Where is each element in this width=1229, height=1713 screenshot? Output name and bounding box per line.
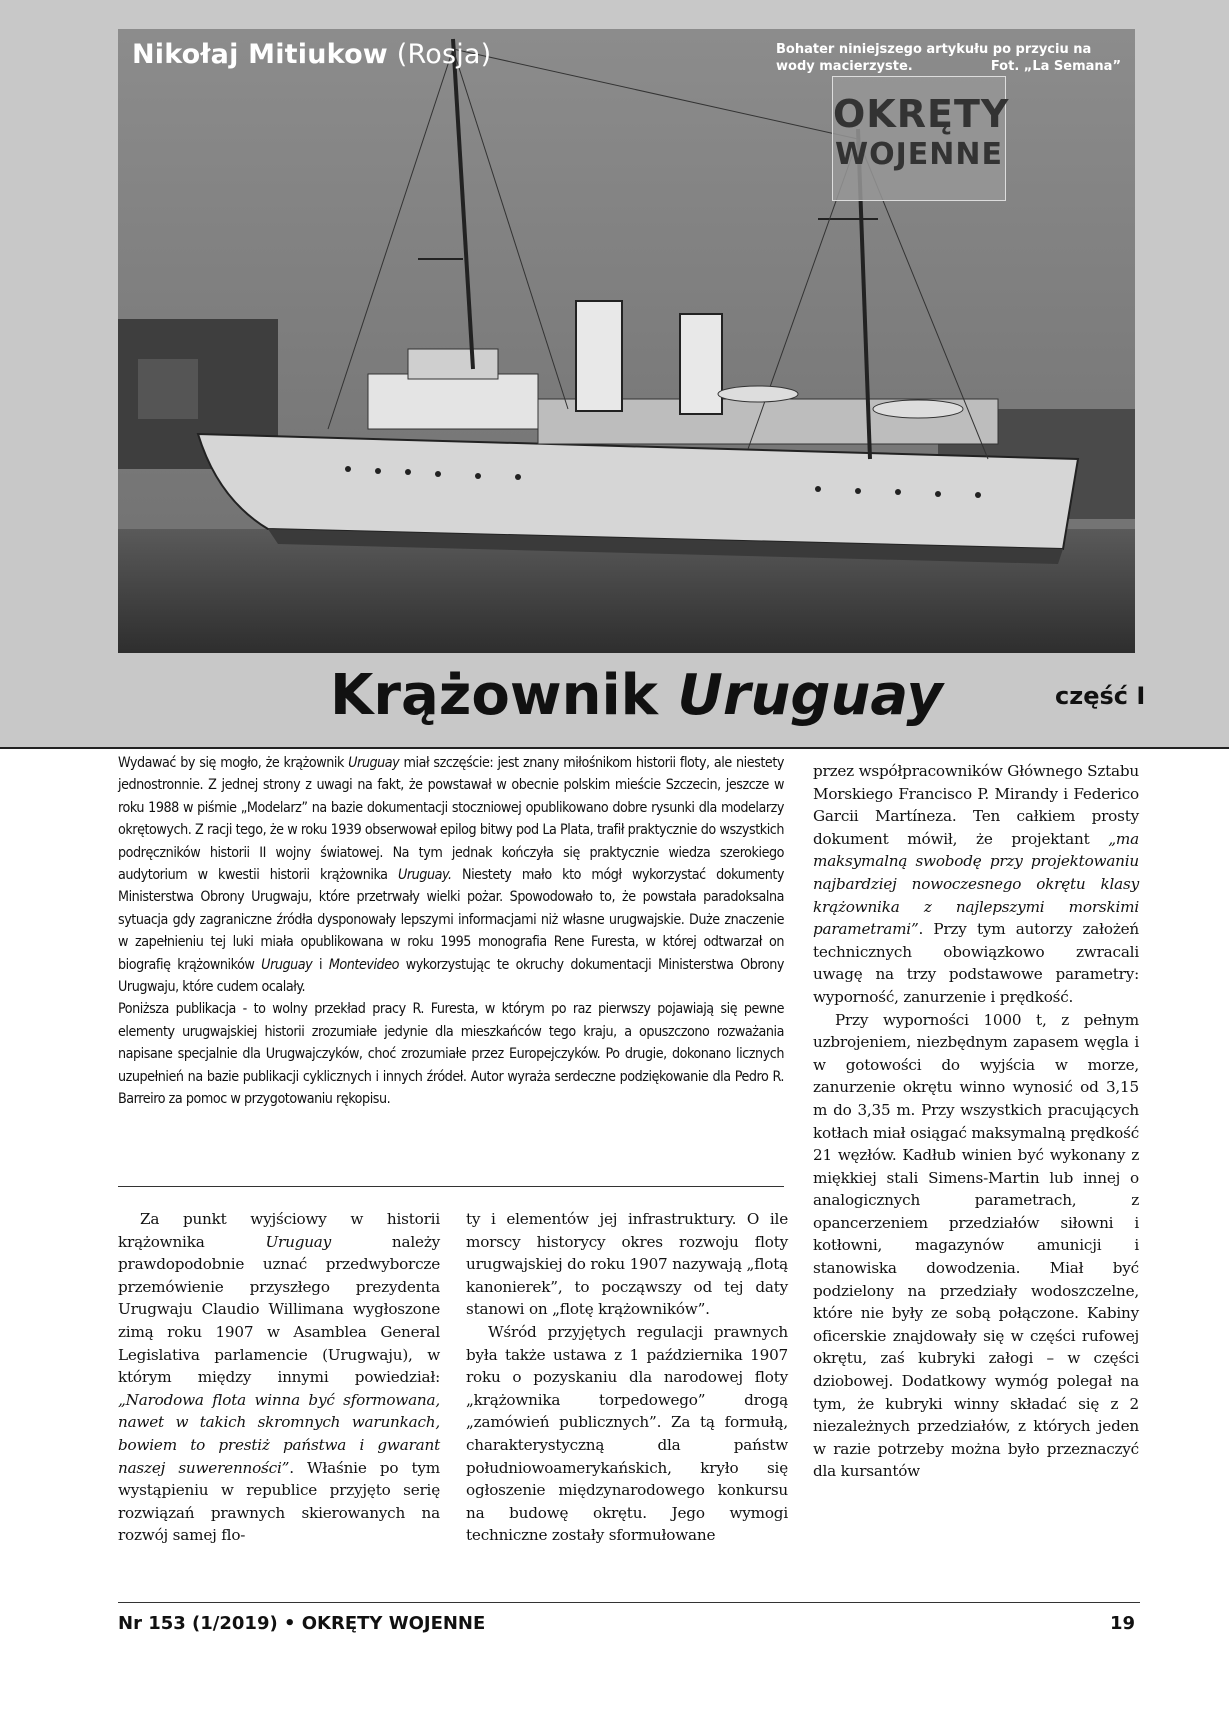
body-text-run: . Przy tym autorzy założeń technicznych obowiązkowo zwracali uwagę na trzy podstawowe parametry: wyporność, zanurzenie i prędkość. bbox=[813, 920, 1139, 1006]
logo-line-1: OKRĘTY bbox=[833, 92, 1010, 136]
intro-text bbox=[118, 752, 784, 1111]
title-main: Krążownik bbox=[330, 663, 658, 728]
author-byline bbox=[132, 39, 491, 70]
column-3 bbox=[813, 760, 1139, 1483]
body-text-run: przez współpracowników Głównego Sztabu Morskiego Francisco P. Mirandy i Federico Garcii Martíneza. Ten całkiem prosty dokument mówił, że projektant bbox=[813, 762, 1140, 848]
ship-photo bbox=[118, 29, 1135, 653]
header-band bbox=[0, 0, 1229, 749]
magazine-logo bbox=[832, 76, 1010, 201]
page-number: 19 bbox=[1110, 1613, 1136, 1634]
intro-paragraph-2: Poniższa publikacja - to wolny przekład pracy R. Furesta, w którym po raz pierwszy pojawiają się pewne elementy urugwajskiej historii zrozumiałe jedynie dla mieszkańców tego kraju, a opuszczono rozważania napisane specjalnie dla Urugwajczyków, choć zrozumiałe przez Europejczyków. Po drugie, dokonano licznych uzupełnień na bazie publikacji cyklicznych i innych źródeł. Autor wyraża serdeczne podziękowanie dla Pedro R. Barreiro za pomoc w przygotowaniu rękopisu. bbox=[118, 1001, 784, 1108]
quote-text: „ma maksymalną swobodę przy projektowaniu najbardziej nowoczesnego okrętu klasy krążownika z najlepszymi morskimi parametrami” bbox=[813, 829, 1139, 939]
part-label: część I bbox=[1055, 682, 1146, 710]
intro-ship-name: Uruguay. bbox=[397, 867, 452, 884]
body-text-run: . Właśnie po tym wystąpieniu w republice przyjęto serię rozwiązań prawnych skierowanych na rozwój samej flo- bbox=[118, 1458, 440, 1545]
column-1-paragraph bbox=[118, 1208, 440, 1547]
author-country: (Rosja) bbox=[396, 39, 492, 70]
column-2-paragraph-2: Wśród przyjętych regulacji prawnych była także ustawa z 1 października 1907 roku o pozyskaniu dla narodowej floty „krążownika torpedowego” drogą „zamówień publicznych”. Za tą formułą, charakterystyczną dla państw południowoamerykańskich, kryło się ogłoszenie międzynarodowego konkursu na budowę okrętu. Jego wymogi techniczne zostały sformułowane bbox=[466, 1322, 788, 1545]
caption-text: Bohater niniejszego artykułu po przyciu na wody macierzyste. bbox=[776, 42, 1092, 74]
article-title bbox=[330, 660, 943, 732]
column-2 bbox=[466, 1208, 788, 1547]
logo-line-2: WOJENNE bbox=[835, 137, 1003, 172]
photo-credit: Fot. „La Semana” bbox=[990, 59, 1121, 74]
intro-text-run: i bbox=[312, 956, 329, 973]
footer-issue: Nr 153 (1/2019) • OKRĘTY WOJENNE bbox=[118, 1613, 486, 1634]
intro-text-run: Niestety mało kto mógł wykorzystać dokumenty Ministerstwa Obrony Urugwaju, które przetrwały wielki pożar. Spowodowało to, że powstała paradoksalna sytuacja gdy zagraniczne źródła dysponowały lepszymi informacjami niż własne urugwajskie. Duże znaczenie w zapełnieniu tej luki miała opublikowana w roku 1995 monografia Rene Furesta, w której odtwarzał on biografię krążowników bbox=[118, 867, 784, 973]
quote-text: „Narodowa flota winna być sformowana, nawet w takich skromnych warunkach, bowiem to prestiż państwa i gwarant naszej suwerenności” bbox=[118, 1390, 440, 1477]
intro-paragraph-1 bbox=[118, 752, 784, 998]
title-italic: Uruguay bbox=[677, 663, 943, 728]
intro-text-run: Wydawać by się mogło, że krążownik bbox=[118, 755, 349, 771]
column-2-paragraph-1: ty i elementów jej infrastruktury. O ile morscy historycy okres rozwoju floty urugwajskiej do roku 1907 nazywają „flotą kanonierek”, to począwszy od tej daty stanowi on „flotę krążowników”. bbox=[466, 1210, 788, 1319]
photo-caption bbox=[776, 41, 1121, 75]
body-text-run: należy prawdopodobnie uznać przedwyborcze przemówienie przyszłego prezydenta Urugwaju Claudio Willimana wygłoszone zimą roku 1907 w Asamblea General Legislativa parlamencie (Urugwaju), w którym między innymi powiedział: bbox=[118, 1232, 440, 1387]
intro-ship-name: Montevideo bbox=[328, 956, 399, 973]
ship-name: Uruguay bbox=[265, 1232, 332, 1251]
intro-divider bbox=[118, 1186, 784, 1187]
column-3-paragraph-2: Przy wyporności 1000 t, z pełnym uzbrojeniem, niezbędnym zapasem węgla i w gotowości do wyjścia w morze, zanurzenie okrętu winno wynosić od 3,15 m do 3,35 m. Przy wszystkich pracujących kotłach miał osiągać maksymalną prędkość 21 węzłów. Kadłub winien być wykonany z miękkiej stali Simens-Martin lub innej o analogicznych parametrach, z opancerzeniem przedziałów siłowni i kotłowni, magazynów amunicji i stanowiska dowodzenia. Miał być podzielony na przedziały wodoszczelne, które nie były ze sobą połączone. Kabiny oficerskie znajdowały się w części rufowej okrętu, zaś kubryki załogi – w części dziobowej. Dodatkowy wymóg polegał na tym, że kubryki winny składać się z 2 niezależnych przedziałów, z których jeden w razie potrzeby można było przeznaczyć dla kursantów bbox=[813, 1010, 1139, 1481]
intro-ship-name: Uruguay bbox=[261, 956, 313, 973]
column-1 bbox=[118, 1208, 440, 1547]
intro-ship-name: Uruguay bbox=[348, 755, 400, 771]
author-name: Nikołaj Mitiukow bbox=[132, 39, 388, 70]
intro-text-run: wykorzystując te okruchy dokumentacji Ministerstwa Obrony Urugwaju, które cudem ocalały. bbox=[118, 956, 784, 996]
column-3-paragraph-1 bbox=[813, 760, 1139, 1009]
body-text-run: Za punkt wyjściowy w historii krążownika bbox=[118, 1210, 440, 1251]
intro-text-run: miał szczęście: jest znany miłośnikom historii floty, ale niestety jednostronnie. Z jednej strony z uwagi na fakt, że powstawał w obecnie polskim mieście Szczecin, jeszcze w roku 1988 w piśmie „Modelarz” na bazie dokumentacji stoczniowej opublikowano dobre rysunki dla modelarzy okrętowych. Z racji tego, że w roku 1939 obserwował epilog bitwy pod La Plata, trafił praktycznie do wszystkich podręczników historii II wojny światowej. Na tym jednak kończyła się praktycznie wiedza szerokiego audytorium w kwestii historii krążownika bbox=[118, 755, 784, 884]
footer-divider bbox=[118, 1602, 1140, 1603]
